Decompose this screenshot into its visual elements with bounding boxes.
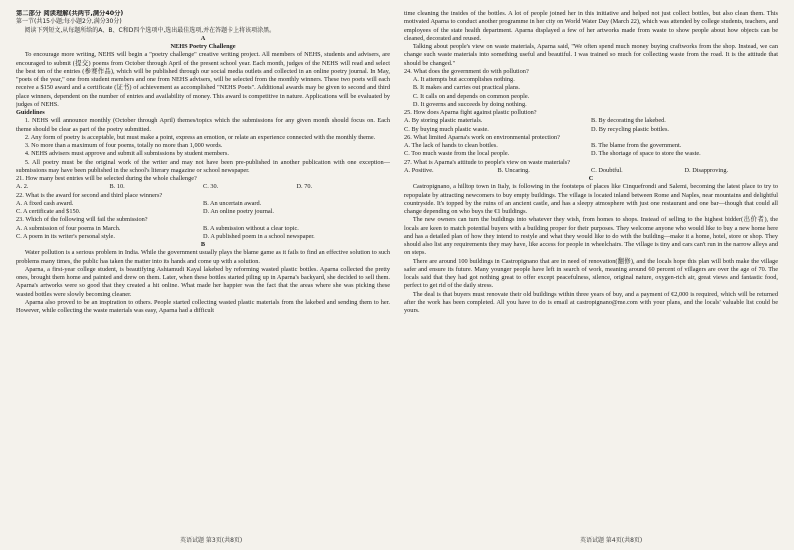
option: D. By recycling plastic bottles. xyxy=(591,125,669,133)
sub-title: 第一节(共15小题;每小题2分,满分30分) xyxy=(16,18,122,26)
option: C. 30. xyxy=(203,183,219,191)
option: D. Disapproving. xyxy=(684,166,729,174)
option: C. Too much waste from the local people. xyxy=(404,150,510,158)
page-footer-left: 英语试题 第3页(共8页) xyxy=(180,537,243,544)
question-26-options xyxy=(404,142,778,159)
instruction: 阅读下列短文,从每题所给的A、B、C和D四个选项中,选出最佳选项,并在答题卡上将该项涂黑。 xyxy=(24,26,276,34)
passage-c-paragraph: The new owners can turn the buildings into whatever they wish, from homes to shops. Instead of selling to the highest bidder(出价者), the locals are keen to match potential buyers with a building proper for their purposes. They welcome anyone who would like to buy a new home here and has a detailed plan of how they intend to restyle and what they would like to do with the building—make it a home, hotel, store or shop. They should also list any requirements they may have, like access for people in wheelchairs. The village is tiny and cars can't run in the narrow alleys and on steps. xyxy=(404,216,778,257)
option: A. A fixed cash award. xyxy=(16,199,74,207)
option: D. It governs and succeeds by doing nothing. xyxy=(412,100,527,108)
option: A. 2. xyxy=(16,183,29,191)
question-22: 22. What is the award for second and third place winners? xyxy=(16,191,163,199)
passage-b-label: B xyxy=(200,241,206,248)
page-footer-right: 英语试题 第4页(共8页) xyxy=(580,537,643,544)
option: C. It calls on and depends on common people. xyxy=(412,92,530,100)
passage-c-paragraph: There are around 100 buildings in Castropignano that are in need of renovation(翻修), and the locals hope this plan will both make the village safer and ensure its future. Many younger people have left in search of work, meaning around 60 percent of villagers are over the age of 70. The locals said that they had got nothing great to offer except peacefulness, silence, original nature, oxygen-rich air, great views and fantastic food, perfect to get rid of the daily stress. xyxy=(404,257,778,290)
page-right xyxy=(404,10,778,538)
option: B. The blame from the government. xyxy=(591,142,682,149)
option: A. A submission of four poems in March. xyxy=(16,224,121,232)
guideline-item: 5. All poetry must be the original work of the writer and may not have been pre-published in another publication with one exception—submissions may have been published in the school's literary magazine or school newspaper. xyxy=(16,158,390,174)
option: D. An online poetry journal. xyxy=(203,208,275,215)
question-27-options xyxy=(404,167,778,175)
passage-b-paragraph: Talking about people's view on waste materials, Aparna said, "We often spend much money buying craftworks from the shop. Instead, we can change such waste materials into something useful and beautiful. I was trained so much for collecting waste from the road. It is the attitude that should be changed." xyxy=(404,43,778,67)
passage-b-paragraph: Water pollution is a serious problem in India. While the government usually plays the blame game as it fails to find an effective solution to such problems many times, the public has taken the matter into its hands and come up with a solution. xyxy=(16,249,390,265)
guideline-item: 4. NEHS advisers must approve and submit all submissions by student members. xyxy=(24,150,229,158)
passage-c-paragraph: The deal is that buyers must renovate their old buildings within three years of buy, and a payment of €2,000 is required, which will be returned after the work has been completed. All you have to do is email at castropignano@me.com with your plans, and the locals' valuable list could be yours. xyxy=(404,290,778,314)
section-title: 第二部分 阅读理解(共两节,满分40分) xyxy=(16,10,124,17)
option: D. 70. xyxy=(296,183,313,191)
passage-a-paragraph: To encourage more writing, NEHS will begin a "poetry challenge" creative writing project. All members of NEHS, students and advisers, are encouraged to submit (提交) poems from October through April of the present school year. Each month, judges of the NEHS will read and select the best ten of the entries (参赛作品), which will be published through our social media outlets and collected in an online poetry journal. In May, "poets of the year," one from student members and one from NEHS advisers, will be selected from the monthly winners. These two poets will each receive a $150 award and a certificate (证书) of achievement as accomplished "NEHS Poets". Additional awards may be given to second and third place winners, dependent on the number of entries and availability of money. This award is competitive in nature. Applications will be evaluated by judges of NEHS. xyxy=(16,51,390,108)
passage-b-paragraph: Aparna also proved to be an inspiration to others. People started collecting wasted plastic materials from the lakebed and sending them to her. However, while collecting the waste materials was easy, Aparna had a difficult xyxy=(16,298,390,314)
option: A. By storing plastic materials. xyxy=(404,117,483,125)
passage-c-paragraph: Castropignano, a hilltop town in Italy, is following in the footsteps of places like Cinquefrondi and Salemi, becoming the latest place to try to repopulate by attracting newcomers to buy empty buildings. The village is located inland between Rome and Naples, near mountains and delightful countryside. It's topped by the ruins of an ancient castle, and has a sleepy atmosphere with just one restaurant and one bar—though that could all change depending on who buys the €1 buildings. xyxy=(404,183,778,215)
passage-b-paragraph: Aparna, a first-year college student, is beautifying Ashtamudi Kayal lakebed by reforming wasted plastic bottles. Aparna collected the pretty ones, brought them home and painted and drew on them. Later, when these bottles started piling up in Aparna's backyard, she decided to sell them. Aparna's artworks were so good that they created a hit online. What made her happier was the fact that the areas where she was picking these wasted bottles were slowly becoming cleaner. xyxy=(16,265,390,298)
option: C. Doubtful. xyxy=(591,166,623,174)
option: A. The lack of hands to clean bottles. xyxy=(404,142,498,149)
passage-a-title: NEHS Poetry Challenge xyxy=(170,43,236,50)
option: C. A poem in its writer's personal style. xyxy=(16,232,115,240)
option: D. A published poem in a school newspaper. xyxy=(203,232,315,240)
question-25: 25. How does Aparna fight against plastic pollution? xyxy=(404,109,537,116)
passage-c-label: C xyxy=(588,175,594,182)
question-27: 27. What is Aparna's attitude to people's view on waste materials? xyxy=(404,158,571,166)
option: A. It attempts but accomplishes nothing. xyxy=(412,76,515,83)
guidelines-heading: Guidelines xyxy=(16,109,45,116)
question-26: 26. What limited Aparna's work on environmental protection? xyxy=(404,133,560,141)
passage-a-label: A xyxy=(200,34,206,42)
question-21-options xyxy=(16,183,390,191)
guideline-item: 3. No more than a maximum of four poems, totally no more than 1,000 words. xyxy=(24,142,223,149)
question-25-options xyxy=(404,117,778,134)
option: B. An uncertain award. xyxy=(203,199,262,207)
option: B. It makes and carries out practical plans. xyxy=(412,84,520,92)
guideline-item: 2. Any form of poetry is acceptable, but must make a point, express an emotion, or relate an experience connected with the monthly theme. xyxy=(24,133,376,141)
question-24: 24. What does the government do with pollution? xyxy=(404,67,529,75)
option: B. A submission without a clear topic. xyxy=(203,224,299,232)
question-23-options xyxy=(16,225,390,242)
option: B. By decorating the lakebed. xyxy=(591,117,666,125)
option: D. The shortage of space to store the waste. xyxy=(591,150,701,158)
option: C. A certificate and $150. xyxy=(16,208,81,215)
option: C. By buying much plastic waste. xyxy=(404,125,489,133)
guideline-item: 1. NEHS will announce monthly (October through April) themes/topics which the submissions for any given month should focus on. Each theme should be clear as part of the poetry submitted. xyxy=(16,117,390,133)
question-22-options xyxy=(16,200,390,217)
passage-b-paragraph: time cleaning the insides of the bottles. A lot of people joined her in this initiative and helped not just collect bottles, but also clean them. This motivated Aparna to conduct another programme in her city on World Water Day (March 22), which was attended by college students, teachers, and employees of the state health department. Aparna displayed a few of her artworks made from waste to show people about how objects can be cleaned, decorated and reused. xyxy=(404,10,778,42)
page-left xyxy=(16,10,390,538)
option: A. Positive. xyxy=(404,166,434,174)
question-23: 23. Which of the following will fail the submission? xyxy=(16,216,148,224)
option: B. Uncaring. xyxy=(497,166,530,174)
question-21: 21. How many best entries will be selected during the whole challenge? xyxy=(16,175,197,182)
option: B. 10. xyxy=(109,183,125,191)
